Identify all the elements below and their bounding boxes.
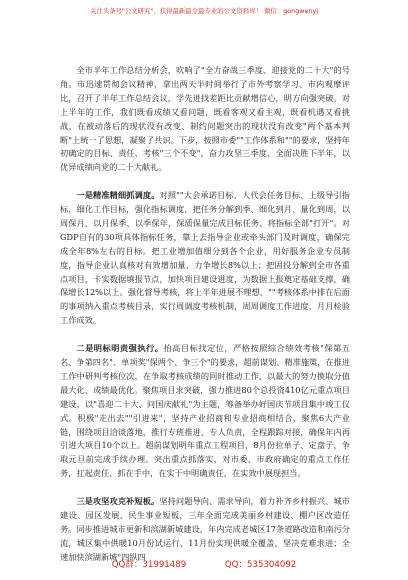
document-body — [60, 64, 350, 565]
paragraph-section-1 — [60, 189, 350, 328]
paragraph-text: 对照""大会承诺目标、人代会任务目标、上级导引指标，细化工作目标，强化指标调度，把任务分解到季、细化到月、量化到周，以周保月、以月保季、以季保年，保质保量完成目标任务、将指标全部"打开"。对GDP自有的30项具体指标任务，靠上去指导企业或牵头部门及时调度，确保完成全年8%左右的目标。把工业增加值细分到各个企业，用好服务企业专员制度，指导企业认真核对有效增加量，力争增长8%以上；把固投分解到全市各重点项目，卡实数据填报节点，加快项目建设进度，为数据上报奠定基础支撑，确保增长12%以上。强化督导考核，将上半年进展不理想、""考核体系中排在后面的事项纳入重点考核目录，实行周调度考核机制，周周调度工作进度，月月检验工作成效。 — [60, 190, 350, 326]
page-footer — [0, 558, 408, 570]
page-header: 关注头条号"公文研究"，获得最新最全最专业的公文资料库！ 微信：gongwenyj — [89, 7, 319, 15]
paragraph-section-2 — [60, 342, 350, 481]
paragraph-text: 全市半年工作总结分析会，吹响了"全力奋战三季度、迎接党的二十大"的号角。市迅速贯彻会议精神，拿出两天半时间举行了市外考察学习、市内观摩评比，召开了半年工作总结会议，学先进找差距比贡献增信心，明方向强突破。对上半年的工作，我们既看成绩又看问题，既看客观又看主观，既看机遇又看挑战，在被动落后的现状没有改变、制约问题突出的现状没有改变"两个基本判断"上统一了思想，凝聚了共识。下步，按照市委""工作体系和""的要求，坚持年初确定的目标、责任、考核"三个不变"，奋力攻坚三季度、全面决胜下半年，以优异成绩向党的二十大献礼。 — [60, 65, 350, 173]
footer-qq: QQ：535304092 — [224, 560, 297, 570]
paragraph-section-3 — [60, 495, 350, 565]
footer-qq-group: QQ群：31991489 — [111, 560, 187, 570]
paragraph-text: 坚持问题导向、需求导向，着力补齐乡村振兴、城市建设、园区发展、民生事业短板，三年全面完成美丽乡村建设、棚户区改造任务。同步推进城市更新和滨湖新城建设，年内完成老城区17条道路改造和南污分流，城区集中供暖10月份试运行，11月份实现供暖全覆盖，坚决克难求进；全速加快滨湖新城"四纵四 — [60, 496, 350, 562]
paragraph-text: 抬高目标找定位，严格按照综合绩效考核"保第五名、争第四名"、单项奖"保两个、争三个"的要求，超前谋划、精准施策，在推进工作中研判考核位次，在争取考核成绩的同时推动工作，以最大的努力换取分值最大化、成绩最优化。聚焦项目求突破，强力推进80个总投资410亿元重点项目建设，以"喜迎二十大、问国庆献礼"为主题，筹备举办好国庆节项目集中竣工仪式。积极"走出去""引进来"，坚持产业招商和专业招商相结合，聚焦6大产业链，围绕项目洽谈落地，推行专班推进、专人负责，全程跟踪对接，确保年内再引进大项目10个以上。超前谋划明年重点工程项目，8月份拉单子、定盘子，争取元旦前完成手续办理。突出重点抓落实，对市委、市政府确定的重点工作任务，扛起责任、抓在手中，在实干中明确责任，在实效中展现担当。 — [60, 343, 350, 479]
section-heading: 二是明标明责强执行。 — [76, 343, 164, 354]
paragraph-intro — [60, 64, 350, 175]
section-heading: 三是攻坚攻克补短板。 — [76, 496, 160, 507]
section-heading: 一是精准精细抓调度。 — [76, 190, 160, 201]
